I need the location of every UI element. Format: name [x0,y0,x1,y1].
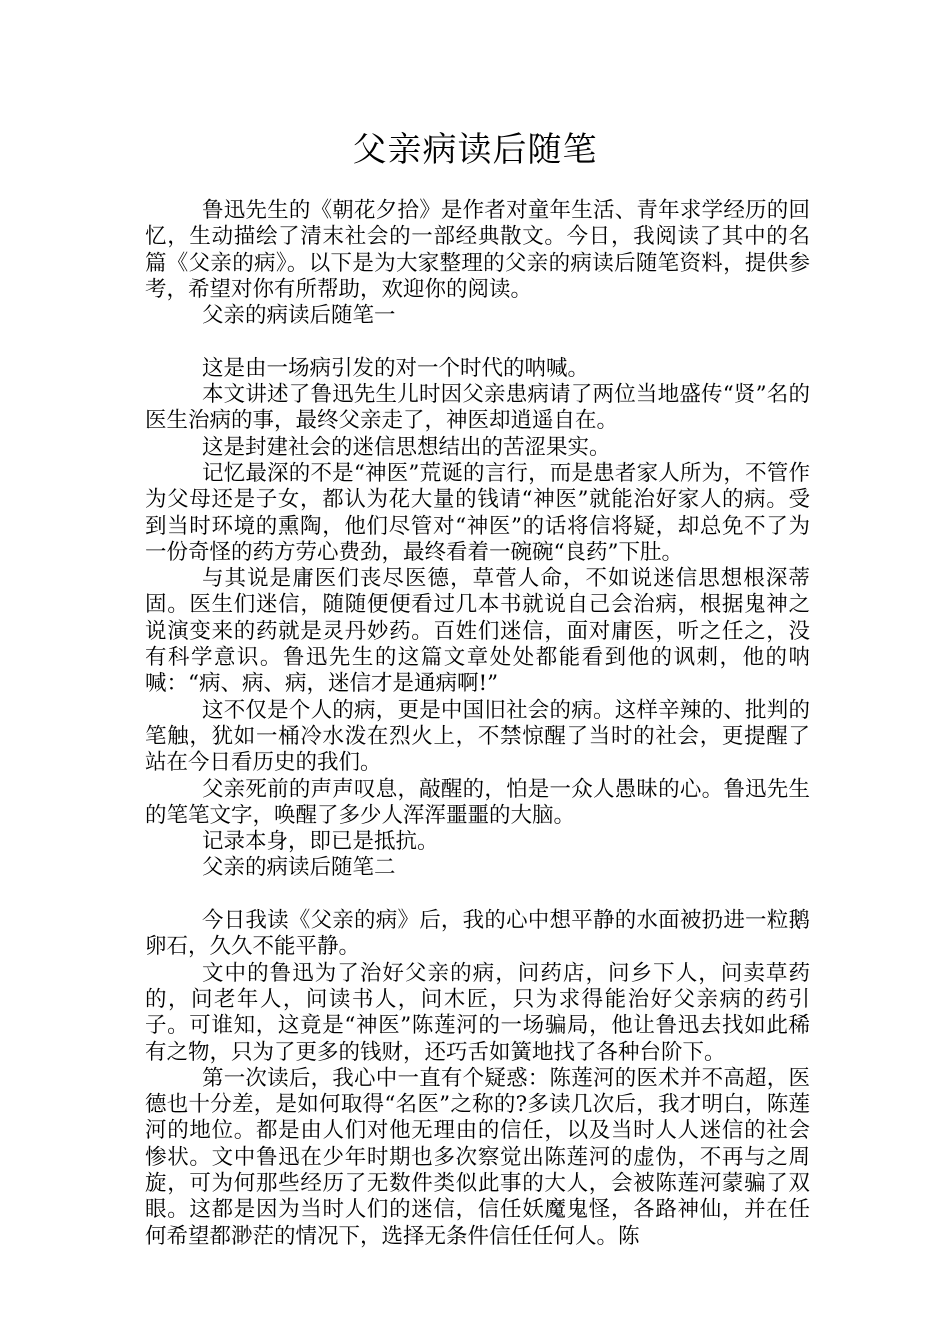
body-paragraph: 与其说是庸医们丧尽医德，草菅人命，不如说迷信思想根深蒂固。医生们迷信，随随便便看过几本书就说自己会治病，根据鬼神之说演变来的药就是灵丹妙药。百姓们迷信，面对庸医，听之任之，没有科学意识。鲁迅先生的这篇文章处处都能看到他的讽刺，他的呐喊：“病、病、病，迷信才是通病啊!” [145,566,810,697]
body-paragraph: 这不仅是个人的病，更是中国旧社会的病。这样辛辣的、批判的笔触，犹如一桶冷水泼在烈火上，不禁惊醒了当时的社会，更提醒了站在今日看历史的我们。 [145,697,810,776]
blank-line [145,882,810,908]
body-paragraph: 本文讲述了鲁迅先生儿时因父亲患病请了两位当地盛传“贤”名的医生治病的事，最终父亲走了，神医却逍遥自在。 [145,382,810,434]
document-body [145,198,810,1250]
section-heading: 父亲的病读后随笔二 [201,855,396,881]
body-paragraph: 记忆最深的不是“神医”荒诞的言行，而是患者家人所为，不管作为父母还是子女，都认为花大量的钱请“神医”就能治好家人的病。受到当时环境的熏陶，他们尽管对“神医”的话将信将疑，却总免不了为一份奇怪的药方劳心费劲，最终看着一碗碗“良药”下肚。 [145,460,810,565]
body-paragraph: 这是由一场病引发的对一个时代的呐喊。 [201,355,589,381]
body-paragraph: 这是封建社会的迷信思想结出的苦涩果实。 [201,434,611,460]
body-paragraph: 今日我读《父亲的病》后，我的心中想平静的水面被扔进一粒鹅卵石，久久不能平静。 [145,908,810,960]
section-heading: 父亲的病读后随笔一 [201,303,396,329]
blank-line [145,329,810,355]
page-title: 父亲病读后随笔 [352,130,598,170]
body-paragraph: 鲁迅先生的《朝花夕拾》是作者对童年生活、青年求学经历的回忆，生动描绘了清末社会的一部经典散文。今日，我阅读了其中的名篇《父亲的病》。以下是为大家整理的父亲的病读后随笔资料，提供参考，希望对你有所帮助，欢迎你的阅读。 [145,198,810,302]
body-paragraph: 父亲死前的声声叹息，敲醒的，怕是一众人愚昧的心。鲁迅先生的笔笔文字，唤醒了多少人浑浑噩噩的大脑。 [145,776,810,828]
body-paragraph: 文中的鲁迅为了治好父亲的病，问药店，问乡下人，问卖草药的，问老年人，问读书人，问木匠，只为求得能治好父亲病的药引子。可谁知，这竟是“神医”陈莲河的一场骗局，他让鲁迅去找如此稀有之物，只为了更多的钱财，还巧舌如簧地找了各种台阶下。 [145,960,810,1065]
body-paragraph: 第一次读后，我心中一直有个疑惑：陈莲河的医术并不高超，医德也十分差，是如何取得“名医”之称的?多读几次后，我才明白，陈莲河的地位。都是由人们对他无理由的信任，以及当时人人迷信的社会惨状。文中鲁迅在少年时期也多次察觉出陈莲河的虚伪，不再与之周旋，可为何那些经历了无数件类似此事的大人，会被陈莲河蒙骗了双眼。这都是因为当时人们的迷信，信任妖魔鬼怪，各路神仙，并在任何希望都渺茫的情况下，选择无条件信任任何人。陈 [145,1065,810,1249]
body-paragraph: 记录本身，即已是抵抗。 [201,829,439,855]
